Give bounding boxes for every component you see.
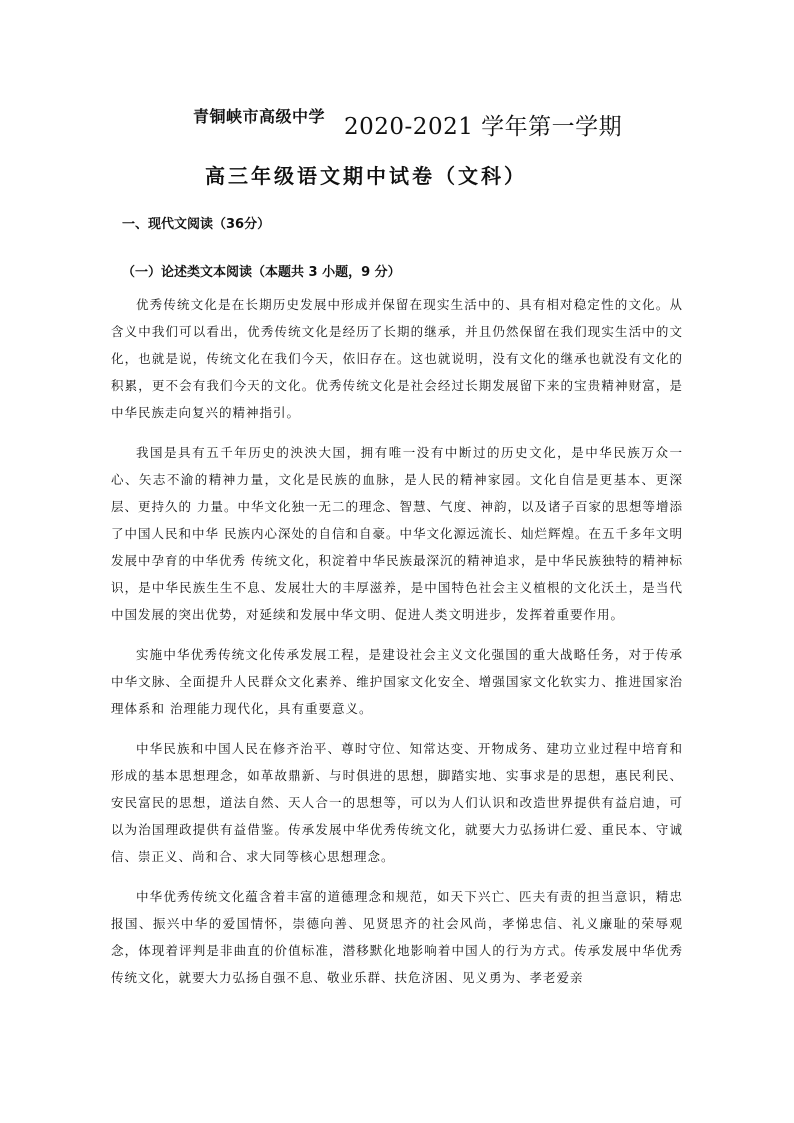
reading-passage (111, 291, 683, 1004)
term-title: 2020-2021 学年第一学期 (344, 114, 623, 140)
paragraph-3: 实施中华优秀传统文化传承发展工程，是建设社会主义文化强国的重大战略任务，对于传承中华文脉、全面提升人民群众文化素养、维护国家文化安全、增强国家文化软实力、推进国家治理体系和 治理能力现代化，具有重要意义。 (111, 647, 683, 716)
subsection-title: （一）论述类文本阅读（本题共 3 小题，9 分） (122, 265, 401, 280)
school-name: 青铜峡市高级中学 (193, 107, 326, 126)
paragraph-5: 中华优秀传统文化蕴含着丰富的道德理念和规范，如天下兴亡、匹夫有责的担当意识，精忠报国、振兴中华的爱国情怀，崇德向善、见贤思齐的社会风尚，孝悌忠信、礼义廉耻的荣辱观念，体现着评判是非曲直的价值标准，潜移默化地影响着中国人的行为方式。传承发展中华优秀传统文化，就要大力弘扬自强不息、敬业乐群、扶危济困、见义勇为、孝老爱亲 (111, 889, 683, 985)
paragraph-4: 中华民族和中国人民在修齐治平、尊时守位、知常达变、开物成务、建功立业过程中培育和形成的基本思想理念，如革故鼎新、与时俱进的思想，脚踏实地、实事求是的思想，惠民利民、安民富民的思想，道法自然、天人合一的思想等，可以为人们认识和改造世界提供有益启迪，可以为治国理政提供有益借鉴。传承发展中华优秀传统文化，就要大力弘扬讲仁爱、重民本、守诚信、崇正义、尚和合、求大同等核心思想理念。 (111, 741, 683, 864)
paragraph-1: 优秀传统文化是在长期历史发展中形成并保留在现实生活中的、具有相对稳定性的文化。从含义中我们可以看出，优秀传统文化是经历了长期的继承，并且仍然保留在我们现实生活中的文化，也就是说，传统文化在我们今天，依旧存在。这也就说明，没有文化的继承也就没有文化的积累，更不会有我们今天的文化。优秀传统文化是社会经过长期发展留下来的宝贵精神财富，是中华民族走向复兴的精神指引。 (111, 297, 683, 420)
section-title: 一、现代文阅读（36分） (122, 217, 271, 232)
exam-subtitle-clip (205, 160, 535, 188)
exam-subtitle: 高三年级语文期中试卷（文科） (205, 164, 527, 188)
paragraph-2: 我国是具有五千年历史的泱泱大国，拥有唯一没有中断过的历史文化，是中华民族万众一心、矢志不渝的精神力量，文化是民族的血脉，是人民的精神家园。文化自信是更基本、更深层、更持久的 力量。中华文化独一无二的理念、智慧、气度、神韵，以及诸子百家的思想等增添了中国人民和中华 民族内心深处的自信和自豪。中华文化源远流长、灿烂辉煌。在五千多年文明发展中孕育的中华优秀 传统文化，积淀着中华民族最深沉的精神追求，是中华民族独特的精神标识，是中华民族生生不息、发展壮大的丰厚滋养，是中国特色社会主义植根的文化沃土，是当代中国发展的突出优势，对延续和发展中华文明、促进人类文明进步，发挥着重要作用。 (111, 445, 683, 622)
